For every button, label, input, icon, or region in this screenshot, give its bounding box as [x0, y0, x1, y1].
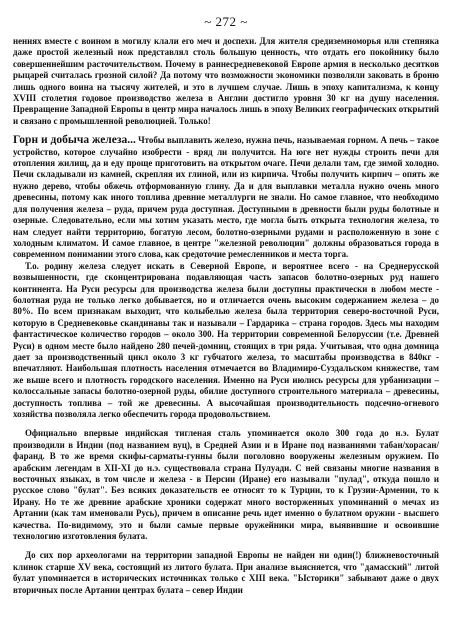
paragraph-4: Официально впервые индийская тигленая сталь упоминается около 300 года до н.э. Булат производили в Индии (под названием вуц), в Средней Азии и в Иране под названиями табан/хорасан/фаранд. В то же время скифы-сарматы-гунны были поголовно вооружены железным оружием. По арабским легендам в XII-XI до н.э. существовала страна Пулуади. С ней связаны многие названия в восточных языках, в том числе и железа - в Персии (Иране) его называли "пулад", откуда пошло и русское слово "булат". Без всяких доказательств ее относят то к Турции, то к Грузии-Армении, то к Ирану. Но те же древние арабские хроники содержат много восторженных упоминаний о мечах из Артании (как там именовали Русь), причем в описание речь идет именно о булатном оружии - высшего качества. По-видимому, это и были самые первые оружейники мира, выявившие и освоившие технологию изготовления булата. — [13, 428, 439, 542]
paragraph-2-text: Чтобы выплавить железо, нужна печь, называемая горном. А печь – такое устройство, которое случайно изобрести - вряд ли получится. На юге нет нужды строить печи для отопления жилищ, да и еду проще приготовить на открытом очаге. Печи делали там, где зимой холодно. Печи складывали из камней, скрепляя их глиной, или из кирпича. Чтобы получить кирпич – опять же нужно дерево, чтобы обжечь отформованную глину. Да и для выплавки металла нужно очень много древесины, потому как иного топлива древние металлурги не знали. Но самое главное, что необходимо для получения железа – руда, причем руда доступная. Доступными в древности были руды болотные и озерные. Следовательно, если мы хотим указать место, где могла быть открыта технология железа, то нам следует найти территорию, богатую лесом, болотно-озерными рудами и расположенную в зоне с холодным климатом. И самое главное, в центре "железной революции" должны образоваться города в современном понимании этого слова, как средоточие ремесленников и места торга. — [13, 135, 439, 260]
page-number: ~ 272 ~ — [204, 14, 248, 29]
paragraph-2 — [13, 135, 439, 260]
paragraph-5: До сих пор археологами на территории западной Европы не найден ни один(!) ближневосточный клинок старше XV века, состоящий из литого булата. При анализе выясняется, что "дамасский" литой булат упоминается в исторических источниках только с XIII века. "Ысторики" забывают даже о двух вторичных после Артании центрах булата – север Индии — [13, 550, 439, 595]
body-text — [13, 36, 439, 596]
paragraph-1: нениях вместе с воином в могилу клали его меч и доспехи. Для жителя средиземноморья или степняка даже простой железный нож представлял столь большую ценность, что отдать его покойнику было совершеннейшим расточительством. Почему в раннесредневековой Европе армия в несколько десятков рыцарей считалась грозной силой? Да потому что возможности экономики позволяли заковать в броню лишь одного воина на тысячу жителей, и это в лучшем случае. Лишь в эпоху капитализма, к концу XVIII столетия годовое производство железа в Англии достигло уровня 30 кг на душу населения. Превращение Западной Европы в центр мира началось лишь в эпоху Великих географических открытий и связано с промышленной революцией. Только! — [13, 36, 439, 126]
section-heading: Горн и добыча железа... — [13, 134, 136, 147]
paragraph-3: Т.о. родину железа следует искать в Северной Европе, и вероятнее всего - на Среднерусской возвышенности, где сконцентрирована подавляющая часть запасов болотно-озерных руд нашего континента. На Руси ресурсы для производства железа были доступны практически в любом месте - болотная руда не только легко добывается, но и отличается очень высоким содержанием железа – до 80%. По всем признакам выходит, что колыбелью железа была территория северо-восточной Руси, которую в Средневековье скандинавы так и называли – Гардарика – страна городов. Здесь мы находим фантастическое количество городов – около 300. На территории современной Белоруссии (т.е. Древней Руси) в одном месте было найдено 280 печей-домниц, стоящих в три ряда. Учитывая, что одна домница дает за производственный цикл около 3 кг губчатого железа, то масштабы производства в 840кг - впечатляют. Наибольшая плотность населения отмечается во Владимиро-Суздальском княжестве, там же выше всего и плотность городского населения. Именно на Руси июлись ресурсы для урбанизации – колоссальные запасы болотно-озерной руды, обилие доступного строительного материала – древесины, доступность топлива – той же древесины. А высочайшая производительность подсечно-огневого хозяйства позволяла легко обеспечить города продовольствием. — [13, 260, 439, 419]
book-page — [13, 0, 439, 640]
